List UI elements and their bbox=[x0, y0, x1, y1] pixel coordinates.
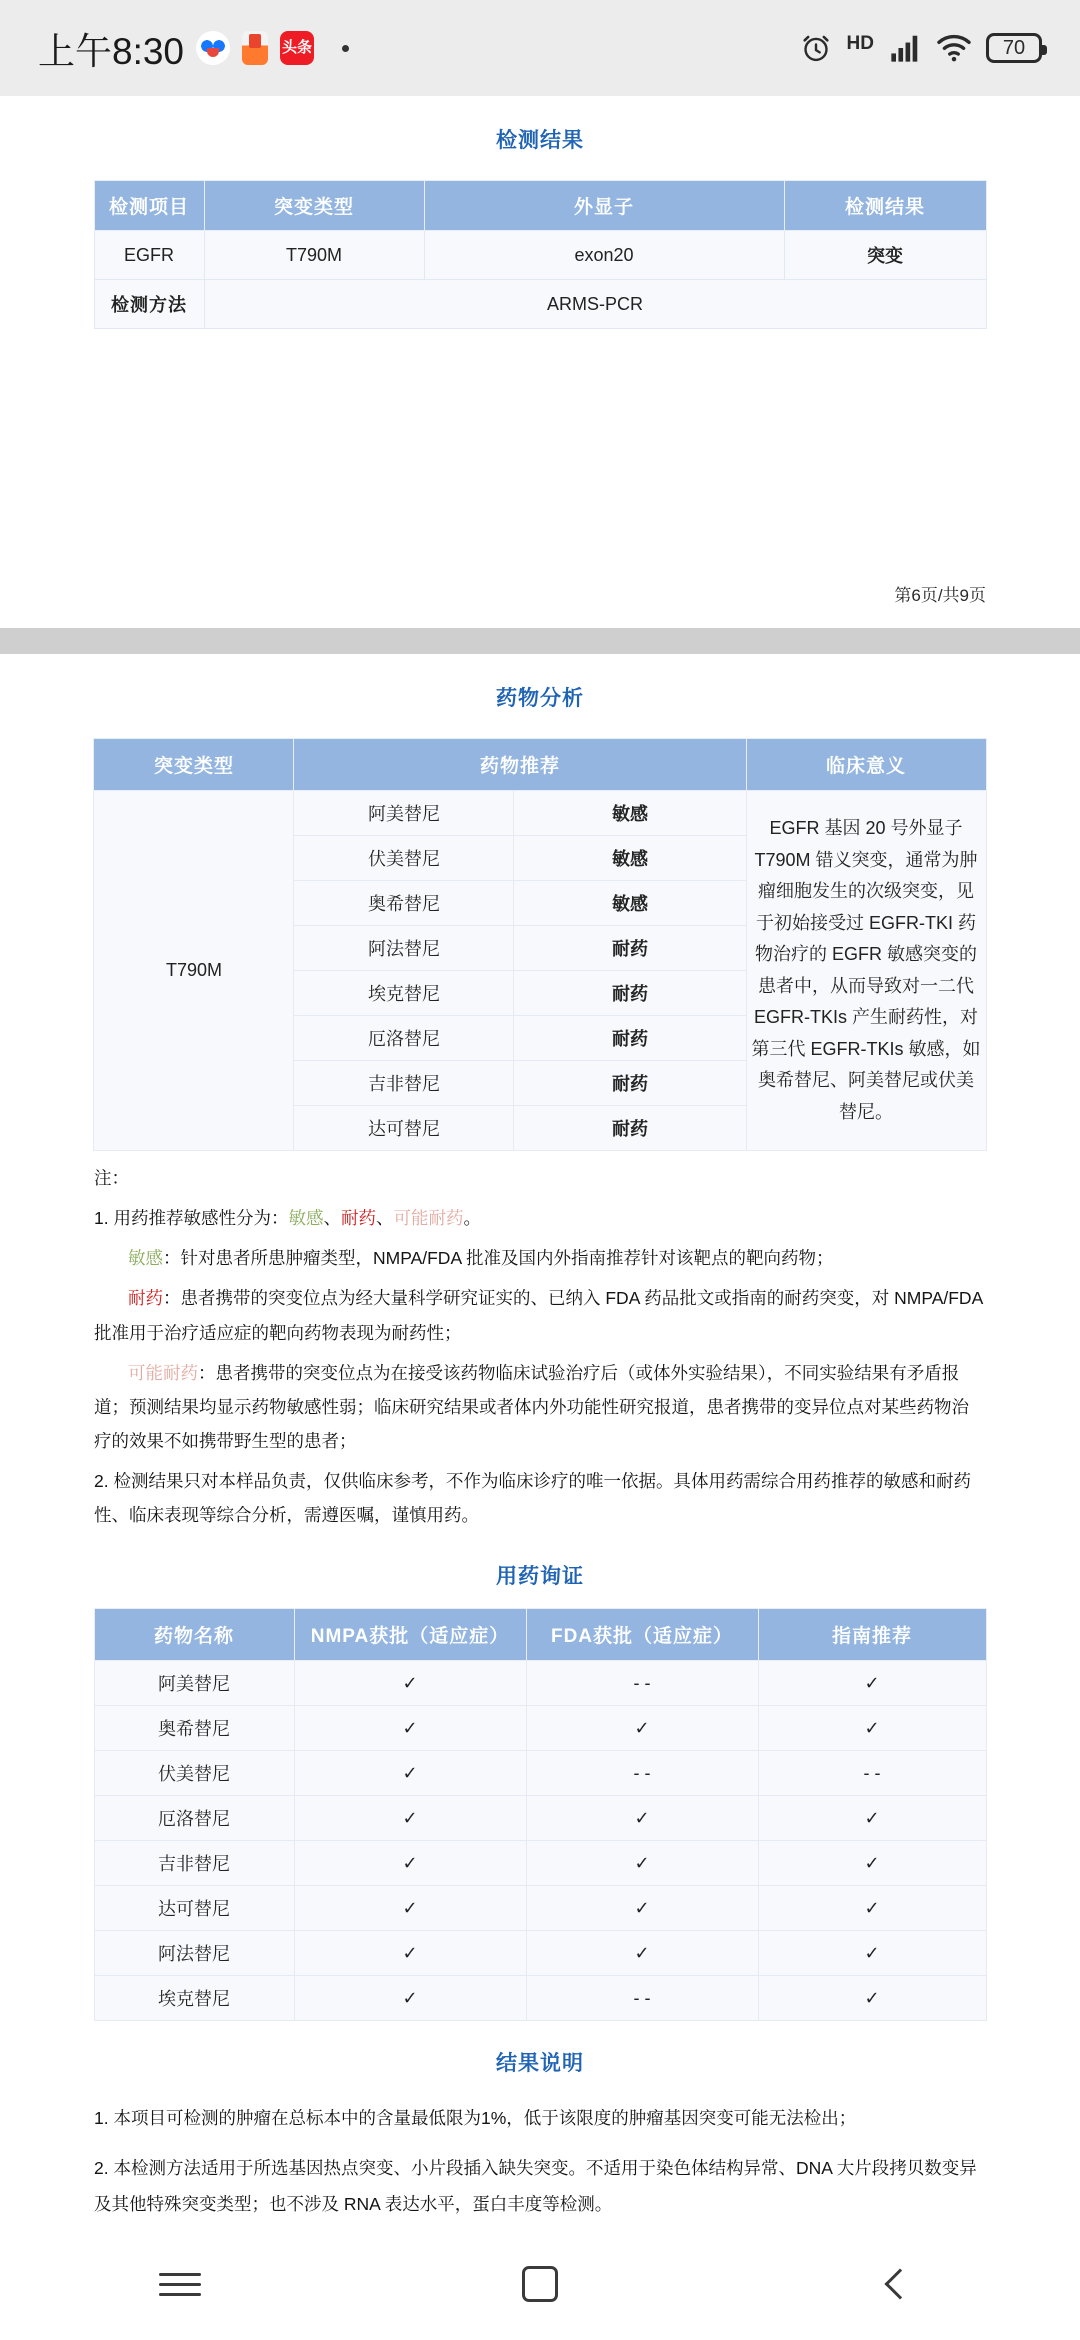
col-header-mutation-type: 突变类型 bbox=[94, 739, 294, 791]
cell-method-label: 检测方法 bbox=[94, 280, 204, 329]
cell-fda: ✓ bbox=[526, 1931, 758, 1976]
cell-guideline: ✓ bbox=[758, 1661, 986, 1706]
col-header-result: 检测结果 bbox=[784, 181, 986, 231]
drug-analysis-table bbox=[93, 738, 986, 1151]
hd-icon: HD bbox=[846, 33, 874, 54]
status-bar bbox=[0, 0, 1080, 96]
col-header-fda: FDA获批（适应症） bbox=[526, 1609, 758, 1661]
dot-icon bbox=[342, 45, 349, 52]
table-row bbox=[94, 791, 986, 836]
table-row bbox=[94, 1706, 986, 1751]
cell-result: 突变 bbox=[784, 231, 986, 280]
evidence-table bbox=[94, 1608, 987, 2021]
notes-block bbox=[94, 1161, 986, 1532]
cell-drug-effect: 耐药 bbox=[514, 1106, 746, 1151]
cell-clinical-significance: EGFR 基因 20 号外显子 T790M 错义突变，通常为肿瘤细胞发生的次级突变，见于初始接受过 EGFR-TKI 药物治疗的 EGFR 敏感突变的患者中，从而导致对一二代EGFR-TKIs 产生耐药性，对第三代 EGFR-TKIs 敏感，如奥希替尼、阿美替尼或伏美替尼。 bbox=[746, 791, 986, 1151]
nav-back-button[interactable] bbox=[840, 2249, 960, 2319]
cell-drug-name: 阿法替尼 bbox=[94, 1931, 294, 1976]
battery-icon bbox=[986, 33, 1042, 63]
cell-nmpa: ✓ bbox=[294, 1796, 526, 1841]
table-header-row bbox=[94, 739, 986, 791]
notes-def-resistant-text: ：患者携带的突变位点为经大量科学研究证实的、已纳入 FDA 药品批文或指南的耐药突变，对 NMPA/FDA 批准用于治疗适应症的靶向药物表现为耐药性； bbox=[94, 1288, 983, 1343]
cell-nmpa: ✓ bbox=[294, 1976, 526, 2021]
cell-mutation-type: T790M bbox=[94, 791, 294, 1151]
table-row bbox=[94, 1931, 986, 1976]
notes-item-1 bbox=[94, 1201, 986, 1235]
system-nav-bar bbox=[0, 2228, 1080, 2340]
status-bar-right bbox=[799, 31, 1042, 65]
cell-drug-effect: 敏感 bbox=[514, 881, 746, 926]
table-row bbox=[94, 1886, 986, 1931]
table-row-method bbox=[94, 280, 986, 329]
notes-def-possibly-resistant bbox=[94, 1356, 986, 1458]
explanation-item-2: 2. 本检测方法适用于所选基因热点突变、小片段插入缺失突变。不适用于染色体结构异常、DNA 大片段拷贝数变异及其他特殊突变类型；也不涉及 RNA 表达水平，蛋白丰度等检测。 bbox=[94, 2158, 977, 2214]
page-number: 第6页/共9页 bbox=[894, 586, 986, 605]
detection-result-table bbox=[94, 180, 987, 329]
toutiao-icon: 头条 bbox=[280, 31, 314, 65]
cell-drug-name: 奥希替尼 bbox=[294, 881, 514, 926]
notes-item-1-suffix: 。 bbox=[463, 1208, 481, 1229]
cell-guideline: ✓ bbox=[758, 1796, 986, 1841]
cell-drug-name: 埃克替尼 bbox=[94, 1976, 294, 2021]
col-header-mutation-type: 突变类型 bbox=[204, 181, 424, 231]
table-row bbox=[94, 1841, 986, 1886]
col-header-drug-name: 药物名称 bbox=[94, 1609, 294, 1661]
cell-drug-name: 伏美替尼 bbox=[294, 836, 514, 881]
cell-drug-effect: 耐药 bbox=[514, 1016, 746, 1061]
col-header-nmpa: NMPA获批（适应症） bbox=[294, 1609, 526, 1661]
cell-fda: ✓ bbox=[526, 1886, 758, 1931]
cell-drug-effect: 敏感 bbox=[514, 791, 746, 836]
cell-guideline: ✓ bbox=[758, 1931, 986, 1976]
sep: 、 bbox=[323, 1208, 341, 1229]
cell-drug-effect: 耐药 bbox=[514, 926, 746, 971]
document-page-2 bbox=[0, 654, 1080, 2309]
tag-possibly-resistant: 可能耐药 bbox=[393, 1208, 464, 1229]
section-title-drug-analysis: 药物分析 bbox=[496, 687, 584, 710]
cell-drug-name: 阿美替尼 bbox=[294, 791, 514, 836]
cell-mutation: T790M bbox=[204, 231, 424, 280]
section-title-evidence: 用药询证 bbox=[496, 1565, 584, 1589]
notes-def-sensitive bbox=[94, 1241, 986, 1275]
battery-level: 70 bbox=[1002, 36, 1026, 59]
tag-sensitive: 敏感 bbox=[128, 1248, 163, 1269]
cell-nmpa: ✓ bbox=[294, 1841, 526, 1886]
col-header-drug-recommendation: 药物推荐 bbox=[294, 739, 746, 791]
col-header-exon: 外显子 bbox=[424, 181, 784, 231]
cell-fda: ✓ bbox=[526, 1796, 758, 1841]
notes-label: 注： bbox=[94, 1168, 129, 1188]
cell-exon: exon20 bbox=[424, 231, 784, 280]
cell-drug-name: 达可替尼 bbox=[294, 1106, 514, 1151]
alipay-icon bbox=[196, 31, 230, 65]
signal-icon bbox=[888, 33, 922, 63]
cell-drug-name: 阿美替尼 bbox=[94, 1661, 294, 1706]
cell-drug-name: 厄洛替尼 bbox=[294, 1016, 514, 1061]
status-time: 上午8:30 bbox=[38, 31, 185, 72]
cell-guideline: ✓ bbox=[758, 1706, 986, 1751]
cell-guideline: ✓ bbox=[758, 1841, 986, 1886]
cell-drug-name: 伏美替尼 bbox=[94, 1751, 294, 1796]
cell-drug-effect: 耐药 bbox=[514, 1061, 746, 1106]
notes-item-2: 2. 检测结果只对本样品负责，仅供临床参考，不作为临床诊疗的唯一依据。具体用药需综合用药推荐的敏感和耐药性、临床表现等综合分析，需遵医嘱，谨慎用药。 bbox=[94, 1471, 971, 1526]
menu-icon bbox=[159, 2266, 201, 2303]
cell-drug-name: 吉非替尼 bbox=[294, 1061, 514, 1106]
tag-resistant: 耐药 bbox=[340, 1208, 376, 1229]
cell-fda: ✓ bbox=[526, 1706, 758, 1751]
status-bar-left bbox=[38, 21, 349, 75]
notes-def-sensitive-text: ：针对患者所患肿瘤类型，NMPA/FDA 批准及国内外指南推荐针对该靶点的靶向药物； bbox=[163, 1248, 834, 1269]
cell-method-value: ARMS-PCR bbox=[204, 280, 986, 329]
cell-nmpa: ✓ bbox=[294, 1886, 526, 1931]
cell-nmpa: ✓ bbox=[294, 1661, 526, 1706]
cell-guideline: ✓ bbox=[758, 1976, 986, 2021]
table-row bbox=[94, 1976, 986, 2021]
tag-sensitive: 敏感 bbox=[288, 1208, 324, 1229]
nav-menu-button[interactable] bbox=[120, 2249, 240, 2319]
cell-gene: EGFR bbox=[94, 231, 204, 280]
col-header-item: 检测项目 bbox=[94, 181, 204, 231]
cell-drug-name: 奥希替尼 bbox=[94, 1706, 294, 1751]
cell-nmpa: ✓ bbox=[294, 1751, 526, 1796]
col-header-clinical-significance: 临床意义 bbox=[746, 739, 986, 791]
book-icon bbox=[242, 31, 268, 65]
table-header-row bbox=[94, 1609, 986, 1661]
sep: 、 bbox=[375, 1208, 394, 1229]
cell-fda: - - bbox=[526, 1976, 758, 2021]
cell-fda: ✓ bbox=[526, 1841, 758, 1886]
table-row bbox=[94, 1796, 986, 1841]
col-header-guideline: 指南推荐 bbox=[758, 1609, 986, 1661]
notes-item-1-prefix: 1. 用药推荐敏感性分为： bbox=[94, 1208, 289, 1229]
home-icon bbox=[522, 2266, 558, 2302]
section-title-explanation: 结果说明 bbox=[496, 2052, 584, 2076]
cell-drug-name: 吉非替尼 bbox=[94, 1841, 294, 1886]
page-separator bbox=[0, 628, 1080, 654]
page-title-detection-result: 检测结果 bbox=[496, 129, 584, 152]
cell-fda: - - bbox=[526, 1661, 758, 1706]
nav-home-button[interactable] bbox=[480, 2249, 600, 2319]
cell-drug-name: 阿法替尼 bbox=[294, 926, 514, 971]
cell-nmpa: ✓ bbox=[294, 1931, 526, 1976]
cell-fda: - - bbox=[526, 1751, 758, 1796]
tag-possibly-resistant: 可能耐药 bbox=[128, 1362, 198, 1383]
cell-drug-effect: 耐药 bbox=[514, 971, 746, 1016]
cell-drug-name: 埃克替尼 bbox=[294, 971, 514, 1016]
alarm-icon bbox=[799, 31, 833, 65]
cell-guideline: - - bbox=[758, 1751, 986, 1796]
notes-def-possibly-resistant-text: ：患者携带的突变位点为在接受该药物临床试验治疗后（或体外实验结果），不同实验结果有矛盾报道；预测结果均显示药物敏感性弱；临床研究结果或者体内外功能性研究报道，患者携带的变异位点对某些药物治疗的效果不如携带野生型的患者； bbox=[94, 1362, 969, 1451]
document-page-1 bbox=[0, 96, 1080, 628]
table-row bbox=[94, 231, 986, 280]
table-row bbox=[94, 1661, 986, 1706]
cell-nmpa: ✓ bbox=[294, 1706, 526, 1751]
notes-def-resistant bbox=[94, 1281, 986, 1349]
table-row bbox=[94, 1751, 986, 1796]
cell-drug-effect: 敏感 bbox=[514, 836, 746, 881]
back-icon bbox=[884, 2268, 915, 2299]
cell-guideline: ✓ bbox=[758, 1886, 986, 1931]
table-header-row bbox=[94, 181, 986, 231]
explanation-item-1: 1. 本项目可检测的肿瘤在总标本中的含量最低限为1%，低于该限度的肿瘤基因突变可能无法检出； bbox=[94, 2108, 857, 2129]
cell-drug-name: 达可替尼 bbox=[94, 1886, 294, 1931]
cell-drug-name: 厄洛替尼 bbox=[94, 1796, 294, 1841]
wifi-icon bbox=[936, 33, 972, 63]
tag-resistant: 耐药 bbox=[128, 1288, 163, 1309]
